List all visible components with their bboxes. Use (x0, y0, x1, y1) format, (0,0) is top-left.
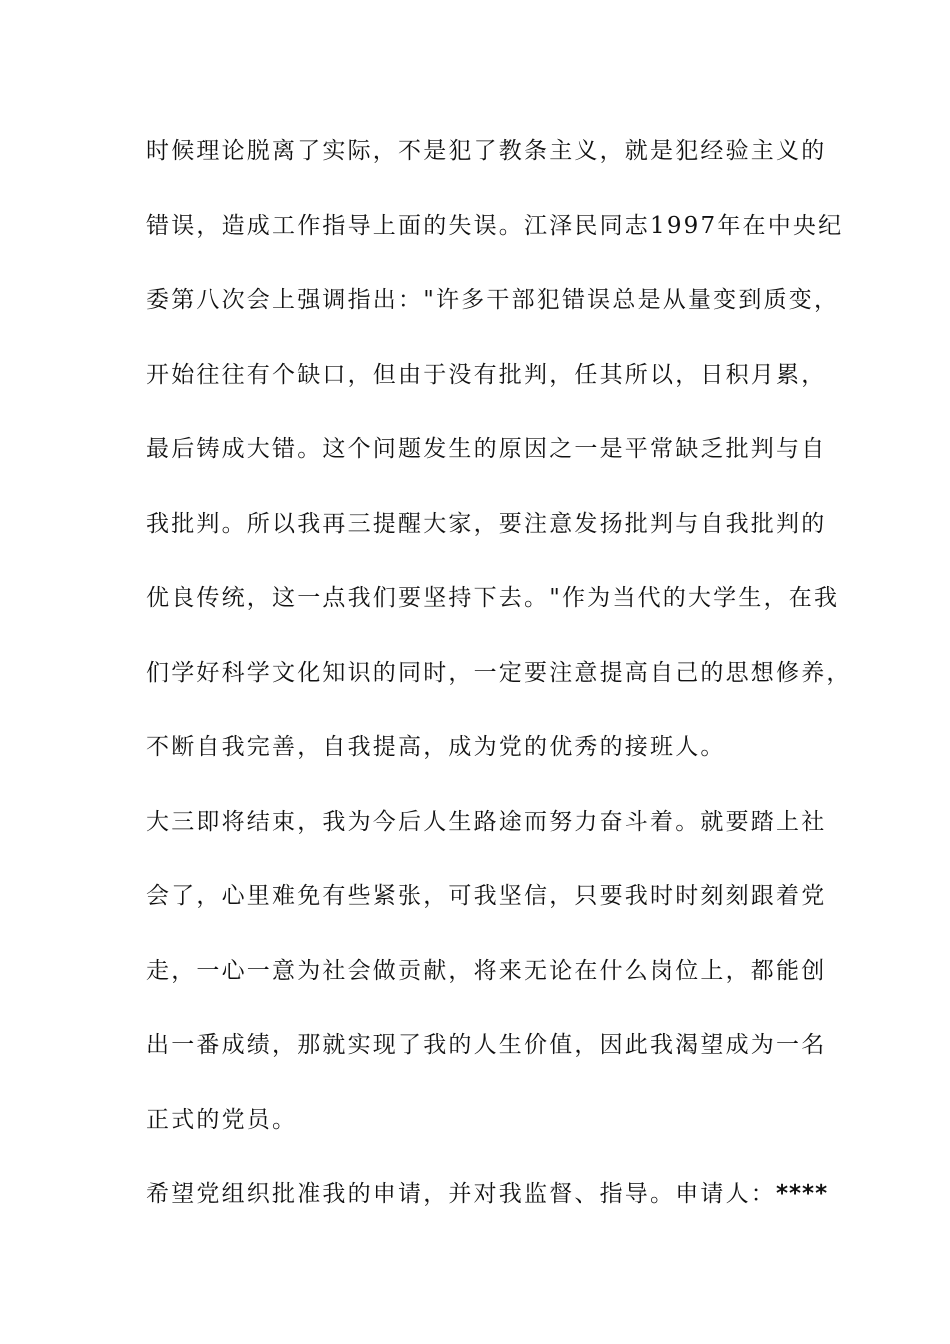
paragraph-line: 优良传统，这一点我们要坚持下去。"作为当代的大学生，在我 (146, 585, 840, 611)
paragraph-line: 时候理论脱离了实际，不是犯了教条主义，就是犯经验主义的 (146, 138, 827, 164)
applicant-signature: **** (776, 1181, 829, 1207)
paragraph-line: 不断自我完善，自我提高，成为党的优秀的接班人。 (146, 734, 726, 760)
paragraph-line: 委第八次会上强调指出："许多干部犯错误总是从量变到质变， (146, 287, 840, 313)
paragraph-line: 出一番成绩，那就实现了我的人生价值，因此我渴望成为一名 (146, 1032, 827, 1058)
closing-line (146, 1179, 829, 1209)
paragraph-line: 会了，心里难免有些紧张，可我坚信，只要我时时刻刻跟着党 (146, 883, 827, 909)
paragraph-line: 走，一心一意为社会做贡献，将来无论在什么岗位上，都能创 (146, 958, 827, 984)
paragraph-line: 大三即将结束，我为今后人生路途而努力奋斗着。就要踏上社 (146, 809, 827, 835)
paragraph-line: 错误，造成工作指导上面的失误。江泽民同志1997年在中央纪 (146, 213, 844, 239)
paragraph-line: 正式的党员。 (146, 1107, 298, 1133)
paragraph-line: 我批判。所以我再三提醒大家，要注意发扬批判与自我批判的 (146, 511, 827, 537)
closing-text: 希望党组织批准我的申请，并对我监督、指导。申请人： (146, 1181, 776, 1207)
paragraph-line: 们学好科学文化知识的同时，一定要注意提高自己的思想修养， (146, 660, 852, 686)
paragraph-line: 开始往往有个缺口，但由于没有批判，任其所以，日积月累， (146, 362, 827, 388)
paragraph-line: 最后铸成大错。这个问题发生的原因之一是平常缺乏批判与自 (146, 436, 827, 462)
